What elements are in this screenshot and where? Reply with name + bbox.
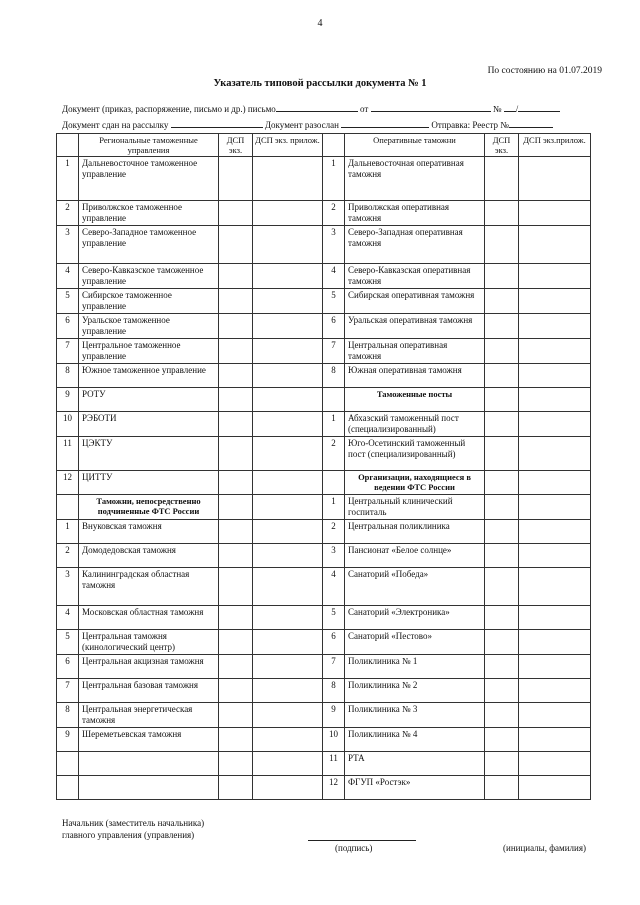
table-row — [57, 201, 591, 226]
left-organization: Северо-Западное таможенное управление — [79, 226, 219, 264]
document-line — [62, 102, 560, 114]
left-dsp-attach-cell[interactable] — [253, 606, 323, 630]
left-row-number: 7 — [57, 679, 79, 703]
handed-label: Документ сдан на рассылку — [62, 120, 169, 130]
right-organization: Поликлиника № 1 — [345, 655, 485, 679]
left-row-number: 10 — [57, 412, 79, 437]
right-organization: Дальневосточная оперативная таможня — [345, 157, 485, 201]
table-row — [57, 157, 591, 201]
right-dsp-attach-cell[interactable] — [519, 655, 591, 679]
right-row-number: 10 — [323, 728, 345, 752]
right-dsp-attach-cell[interactable] — [519, 703, 591, 728]
left-dsp-copies-cell[interactable] — [219, 471, 253, 495]
left-dsp-attach-cell[interactable] — [253, 520, 323, 544]
table-row — [57, 544, 591, 568]
left-dsp-copies-cell[interactable] — [219, 388, 253, 412]
left-dsp-attach-cell[interactable] — [253, 630, 323, 655]
right-organization: Северо-Кавказская оперативная таможня — [345, 264, 485, 289]
left-row-number: 12 — [57, 471, 79, 495]
left-dsp-copies-cell[interactable] — [219, 655, 253, 679]
header-regional: Региональные таможенные управления — [79, 134, 219, 157]
table-row — [57, 412, 591, 437]
left-dsp-attach-cell[interactable] — [253, 201, 323, 226]
right-dsp-copies-cell[interactable] — [485, 752, 519, 776]
right-organization: Поликлиника № 3 — [345, 703, 485, 728]
right-row-number: 4 — [323, 264, 345, 289]
right-dsp-copies-cell[interactable] — [485, 471, 519, 495]
right-organization: Уральская оперативная таможня — [345, 314, 485, 339]
sent-label: Документ разослан — [264, 120, 339, 130]
left-row-number: 1 — [57, 520, 79, 544]
left-dsp-copies-cell[interactable] — [219, 544, 253, 568]
left-row-number: 8 — [57, 703, 79, 728]
left-dsp-copies-cell[interactable] — [219, 201, 253, 226]
signature-caption: (подпись) — [335, 843, 373, 853]
left-dsp-attach-cell[interactable] — [253, 289, 323, 314]
right-dsp-copies-cell[interactable] — [485, 388, 519, 412]
left-dsp-copies-cell[interactable] — [219, 437, 253, 471]
left-dsp-attach-cell[interactable] — [253, 568, 323, 606]
header-dsp-copies-left: ДСП экз. — [219, 134, 253, 157]
right-dsp-attach-cell[interactable] — [519, 339, 591, 364]
right-row-number: 5 — [323, 606, 345, 630]
right-dsp-copies-cell[interactable] — [485, 606, 519, 630]
left-organization: Таможни, непосредственно подчиненные ФТС России — [79, 495, 219, 520]
page-number: 4 — [317, 18, 323, 29]
right-dsp-copies-cell[interactable] — [485, 776, 519, 800]
right-organization: Организации, находящиеся в ведении ФТС России — [345, 471, 485, 495]
table-row — [57, 388, 591, 412]
right-row-number: 1 — [323, 412, 345, 437]
distribution-table — [56, 133, 591, 800]
header-num-right — [323, 134, 345, 157]
right-organization: ФГУП «Ростэк» — [345, 776, 485, 800]
right-organization: Санаторий «Победа» — [345, 568, 485, 606]
left-row-number: 5 — [57, 289, 79, 314]
table-row — [57, 314, 591, 339]
left-dsp-attach-cell[interactable] — [253, 495, 323, 520]
left-dsp-copies-cell[interactable] — [219, 314, 253, 339]
left-dsp-attach-cell[interactable] — [253, 728, 323, 752]
right-dsp-attach-cell[interactable] — [519, 679, 591, 703]
table-row — [57, 495, 591, 520]
right-row-number: 6 — [323, 314, 345, 339]
right-dsp-copies-cell[interactable] — [485, 630, 519, 655]
right-dsp-copies-cell[interactable] — [485, 364, 519, 388]
header-dsp-attach-right: ДСП экз.прилож. — [519, 134, 591, 157]
right-organization: Поликлиника № 2 — [345, 679, 485, 703]
right-row-number: 1 — [323, 157, 345, 201]
right-dsp-copies-cell[interactable] — [485, 412, 519, 437]
right-organization: Центральная оперативная таможня — [345, 339, 485, 364]
right-row-number: 8 — [323, 679, 345, 703]
sent-field[interactable] — [341, 118, 429, 128]
left-organization: Северо-Кавказское таможенное управление — [79, 264, 219, 289]
right-row-number: 8 — [323, 364, 345, 388]
right-organization: Юго-Осетинский таможенный пост (специализированный) — [345, 437, 485, 471]
left-dsp-attach-cell[interactable] — [253, 437, 323, 471]
left-organization: Центральная акцизная таможня — [79, 655, 219, 679]
right-row-number: 4 — [323, 568, 345, 606]
table-row — [57, 703, 591, 728]
left-dsp-copies-cell[interactable] — [219, 412, 253, 437]
left-dsp-copies-cell[interactable] — [219, 226, 253, 264]
right-dsp-copies-cell[interactable] — [485, 495, 519, 520]
left-dsp-attach-cell[interactable] — [253, 471, 323, 495]
document-title: Указатель типовой рассылки документа № 1 — [213, 78, 427, 89]
left-dsp-attach-cell[interactable] — [253, 752, 323, 776]
left-dsp-copies-cell[interactable] — [219, 264, 253, 289]
right-row-number: 7 — [323, 655, 345, 679]
left-row-number: 6 — [57, 314, 79, 339]
right-row-number: 7 — [323, 339, 345, 364]
table-row — [57, 752, 591, 776]
left-dsp-copies-cell[interactable] — [219, 568, 253, 606]
right-dsp-attach-cell[interactable] — [519, 364, 591, 388]
left-organization: Калининградская областная таможня — [79, 568, 219, 606]
left-organization: ЦИТТУ — [79, 471, 219, 495]
left-dsp-attach-cell[interactable] — [253, 388, 323, 412]
left-organization: Дальневосточное таможенное управление — [79, 157, 219, 201]
table-row — [57, 364, 591, 388]
table-row — [57, 520, 591, 544]
right-dsp-attach-cell[interactable] — [519, 412, 591, 437]
left-organization: Приволжское таможенное управление — [79, 201, 219, 226]
left-dsp-copies-cell[interactable] — [219, 339, 253, 364]
right-dsp-copies-cell[interactable] — [485, 314, 519, 339]
right-dsp-attach-cell[interactable] — [519, 201, 591, 226]
left-row-number: 1 — [57, 157, 79, 201]
left-row-number: 8 — [57, 364, 79, 388]
right-dsp-copies-cell[interactable] — [485, 201, 519, 226]
registry-label: Реестр № — [472, 120, 509, 130]
right-dsp-attach-cell[interactable] — [519, 314, 591, 339]
right-row-number: 1 — [323, 495, 345, 520]
right-row-number — [323, 388, 345, 412]
number-field[interactable] — [504, 102, 516, 112]
right-dsp-copies-cell[interactable] — [485, 703, 519, 728]
table-body — [57, 157, 591, 800]
right-organization: РТА — [345, 752, 485, 776]
left-dsp-copies-cell[interactable] — [219, 703, 253, 728]
table-row — [57, 568, 591, 606]
left-row-number — [57, 495, 79, 520]
left-dsp-copies-cell[interactable] — [219, 728, 253, 752]
left-dsp-copies-cell[interactable] — [219, 364, 253, 388]
left-row-number: 11 — [57, 437, 79, 471]
left-dsp-attach-cell[interactable] — [253, 264, 323, 289]
left-dsp-copies-cell[interactable] — [219, 679, 253, 703]
right-dsp-copies-cell[interactable] — [485, 544, 519, 568]
document-type-label: Документ (приказ, распоряжение, письмо и др.) письмо — [62, 104, 276, 114]
right-dsp-copies-cell[interactable] — [485, 520, 519, 544]
left-dsp-attach-cell[interactable] — [253, 226, 323, 264]
date-field[interactable] — [371, 102, 491, 112]
right-row-number: 2 — [323, 520, 345, 544]
left-organization: Центральная таможня (кинологический центр) — [79, 630, 219, 655]
left-organization: Шереметьевская таможня — [79, 728, 219, 752]
right-organization: Пансионат «Белое солнце» — [345, 544, 485, 568]
left-dsp-copies-cell[interactable] — [219, 776, 253, 800]
right-dsp-attach-cell[interactable] — [519, 437, 591, 471]
handed-field[interactable] — [171, 118, 263, 128]
header-dsp-copies-right: ДСП экз. — [485, 134, 519, 157]
left-row-number — [57, 776, 79, 800]
left-row-number: 3 — [57, 226, 79, 264]
number-suffix-field[interactable] — [515, 102, 560, 114]
left-dsp-attach-cell[interactable] — [253, 679, 323, 703]
left-row-number — [57, 752, 79, 776]
right-organization: Сибирская оперативная таможня — [345, 289, 485, 314]
right-dsp-copies-cell[interactable] — [485, 226, 519, 264]
right-dsp-copies-cell[interactable] — [485, 264, 519, 289]
right-organization: Санаторий «Электроника» — [345, 606, 485, 630]
left-row-number: 9 — [57, 388, 79, 412]
table-row — [57, 776, 591, 800]
right-row-number: 9 — [323, 703, 345, 728]
table-row — [57, 728, 591, 752]
right-dsp-attach-cell[interactable] — [519, 226, 591, 264]
right-dsp-attach-cell[interactable] — [519, 752, 591, 776]
right-dsp-attach-cell[interactable] — [519, 606, 591, 630]
left-dsp-attach-cell[interactable] — [253, 157, 323, 201]
right-dsp-attach-cell[interactable] — [519, 520, 591, 544]
left-organization: Домодедовская таможня — [79, 544, 219, 568]
document-type-field[interactable] — [276, 102, 358, 112]
left-dsp-copies-cell[interactable] — [219, 606, 253, 630]
right-dsp-copies-cell[interactable] — [485, 157, 519, 201]
right-dsp-copies-cell[interactable] — [485, 655, 519, 679]
table-row — [57, 606, 591, 630]
chief-title-line2: главного управления (управления) — [62, 830, 195, 840]
left-dsp-copies-cell[interactable] — [219, 520, 253, 544]
registry-field[interactable] — [509, 118, 553, 128]
left-dsp-copies-cell[interactable] — [219, 752, 253, 776]
right-dsp-attach-cell[interactable] — [519, 388, 591, 412]
left-dsp-attach-cell[interactable] — [253, 655, 323, 679]
right-row-number: 11 — [323, 752, 345, 776]
left-dsp-attach-cell[interactable] — [253, 776, 323, 800]
table-row — [57, 437, 591, 471]
right-row-number: 12 — [323, 776, 345, 800]
from-label: от — [360, 104, 369, 114]
left-organization: РЭБОТИ — [79, 412, 219, 437]
right-organization: Центральный клинический госпиталь — [345, 495, 485, 520]
table-row — [57, 679, 591, 703]
left-dsp-attach-cell[interactable] — [253, 703, 323, 728]
number-slash: / — [515, 104, 519, 114]
left-organization — [79, 752, 219, 776]
left-row-number: 4 — [57, 264, 79, 289]
left-organization: Южное таможенное управление — [79, 364, 219, 388]
left-row-number: 4 — [57, 606, 79, 630]
as-of-date: По состоянию на 01.07.2019 — [487, 66, 602, 76]
right-organization: Южная оперативная таможня — [345, 364, 485, 388]
right-organization: Таможенные посты — [345, 388, 485, 412]
right-organization: Поликлиника № 4 — [345, 728, 485, 752]
left-row-number: 6 — [57, 655, 79, 679]
left-dsp-attach-cell[interactable] — [253, 339, 323, 364]
right-dsp-attach-cell[interactable] — [519, 544, 591, 568]
right-dsp-attach-cell[interactable] — [519, 776, 591, 800]
right-dsp-copies-cell[interactable] — [485, 289, 519, 314]
left-row-number: 5 — [57, 630, 79, 655]
left-row-number: 9 — [57, 728, 79, 752]
header-num-left — [57, 134, 79, 157]
left-dsp-copies-cell[interactable] — [219, 289, 253, 314]
right-row-number — [323, 471, 345, 495]
left-dsp-copies-cell[interactable] — [219, 157, 253, 201]
right-dsp-copies-cell[interactable] — [485, 437, 519, 471]
table-header-row — [57, 134, 591, 157]
right-row-number: 2 — [323, 201, 345, 226]
left-dsp-copies-cell[interactable] — [219, 495, 253, 520]
left-organization: РОТУ — [79, 388, 219, 412]
right-dsp-attach-cell[interactable] — [519, 289, 591, 314]
right-dsp-attach-cell[interactable] — [519, 264, 591, 289]
right-dsp-copies-cell[interactable] — [485, 568, 519, 606]
table-row — [57, 655, 591, 679]
left-dsp-copies-cell[interactable] — [219, 630, 253, 655]
left-row-number: 7 — [57, 339, 79, 364]
table-row — [57, 339, 591, 364]
signature-line[interactable] — [308, 840, 416, 841]
table-row — [57, 289, 591, 314]
table-row — [57, 630, 591, 655]
right-dsp-attach-cell[interactable] — [519, 157, 591, 201]
right-dsp-copies-cell[interactable] — [485, 339, 519, 364]
left-row-number: 3 — [57, 568, 79, 606]
right-organization: Абхазский таможенный пост (специализированный) — [345, 412, 485, 437]
initials-caption: (инициалы, фамилия) — [503, 843, 586, 853]
left-row-number: 2 — [57, 544, 79, 568]
right-dsp-copies-cell[interactable] — [485, 728, 519, 752]
chief-title-line1: Начальник (заместитель начальника) — [62, 818, 205, 828]
right-dsp-attach-cell[interactable] — [519, 568, 591, 606]
left-dsp-attach-cell[interactable] — [253, 544, 323, 568]
right-dsp-attach-cell[interactable] — [519, 630, 591, 655]
left-organization: Сибирское таможенное управление — [79, 289, 219, 314]
header-dsp-attach-left: ДСП экз. прилож. — [253, 134, 323, 157]
table-row — [57, 264, 591, 289]
right-row-number: 3 — [323, 226, 345, 264]
left-row-number: 2 — [57, 201, 79, 226]
left-dsp-attach-cell[interactable] — [253, 412, 323, 437]
left-organization: ЦЭКТУ — [79, 437, 219, 471]
right-organization: Санаторий «Пестово» — [345, 630, 485, 655]
right-organization: Северо-Западная оперативная таможня — [345, 226, 485, 264]
right-dsp-attach-cell[interactable] — [519, 471, 591, 495]
dispatch-label: Отправка: — [431, 120, 471, 130]
right-organization: Центральная поликлиника — [345, 520, 485, 544]
right-row-number: 6 — [323, 630, 345, 655]
number-label: № — [492, 104, 502, 114]
left-organization: Московская областная таможня — [79, 606, 219, 630]
left-organization — [79, 776, 219, 800]
right-row-number: 5 — [323, 289, 345, 314]
right-dsp-attach-cell[interactable] — [519, 495, 591, 520]
left-organization: Центральная базовая таможня — [79, 679, 219, 703]
left-organization: Уральское таможенное управление — [79, 314, 219, 339]
right-row-number: 3 — [323, 544, 345, 568]
left-organization: Внуковская таможня — [79, 520, 219, 544]
right-organization: Приволжская оперативная таможня — [345, 201, 485, 226]
left-dsp-attach-cell[interactable] — [253, 364, 323, 388]
right-row-number: 2 — [323, 437, 345, 471]
right-dsp-copies-cell[interactable] — [485, 679, 519, 703]
dispatch-line — [62, 118, 553, 130]
left-organization: Центральная энергетическая таможня — [79, 703, 219, 728]
header-operational: Оперативные таможни — [345, 134, 485, 157]
table-row — [57, 226, 591, 264]
left-organization: Центральное таможенное управление — [79, 339, 219, 364]
left-dsp-attach-cell[interactable] — [253, 314, 323, 339]
table-row — [57, 471, 591, 495]
right-dsp-attach-cell[interactable] — [519, 728, 591, 752]
